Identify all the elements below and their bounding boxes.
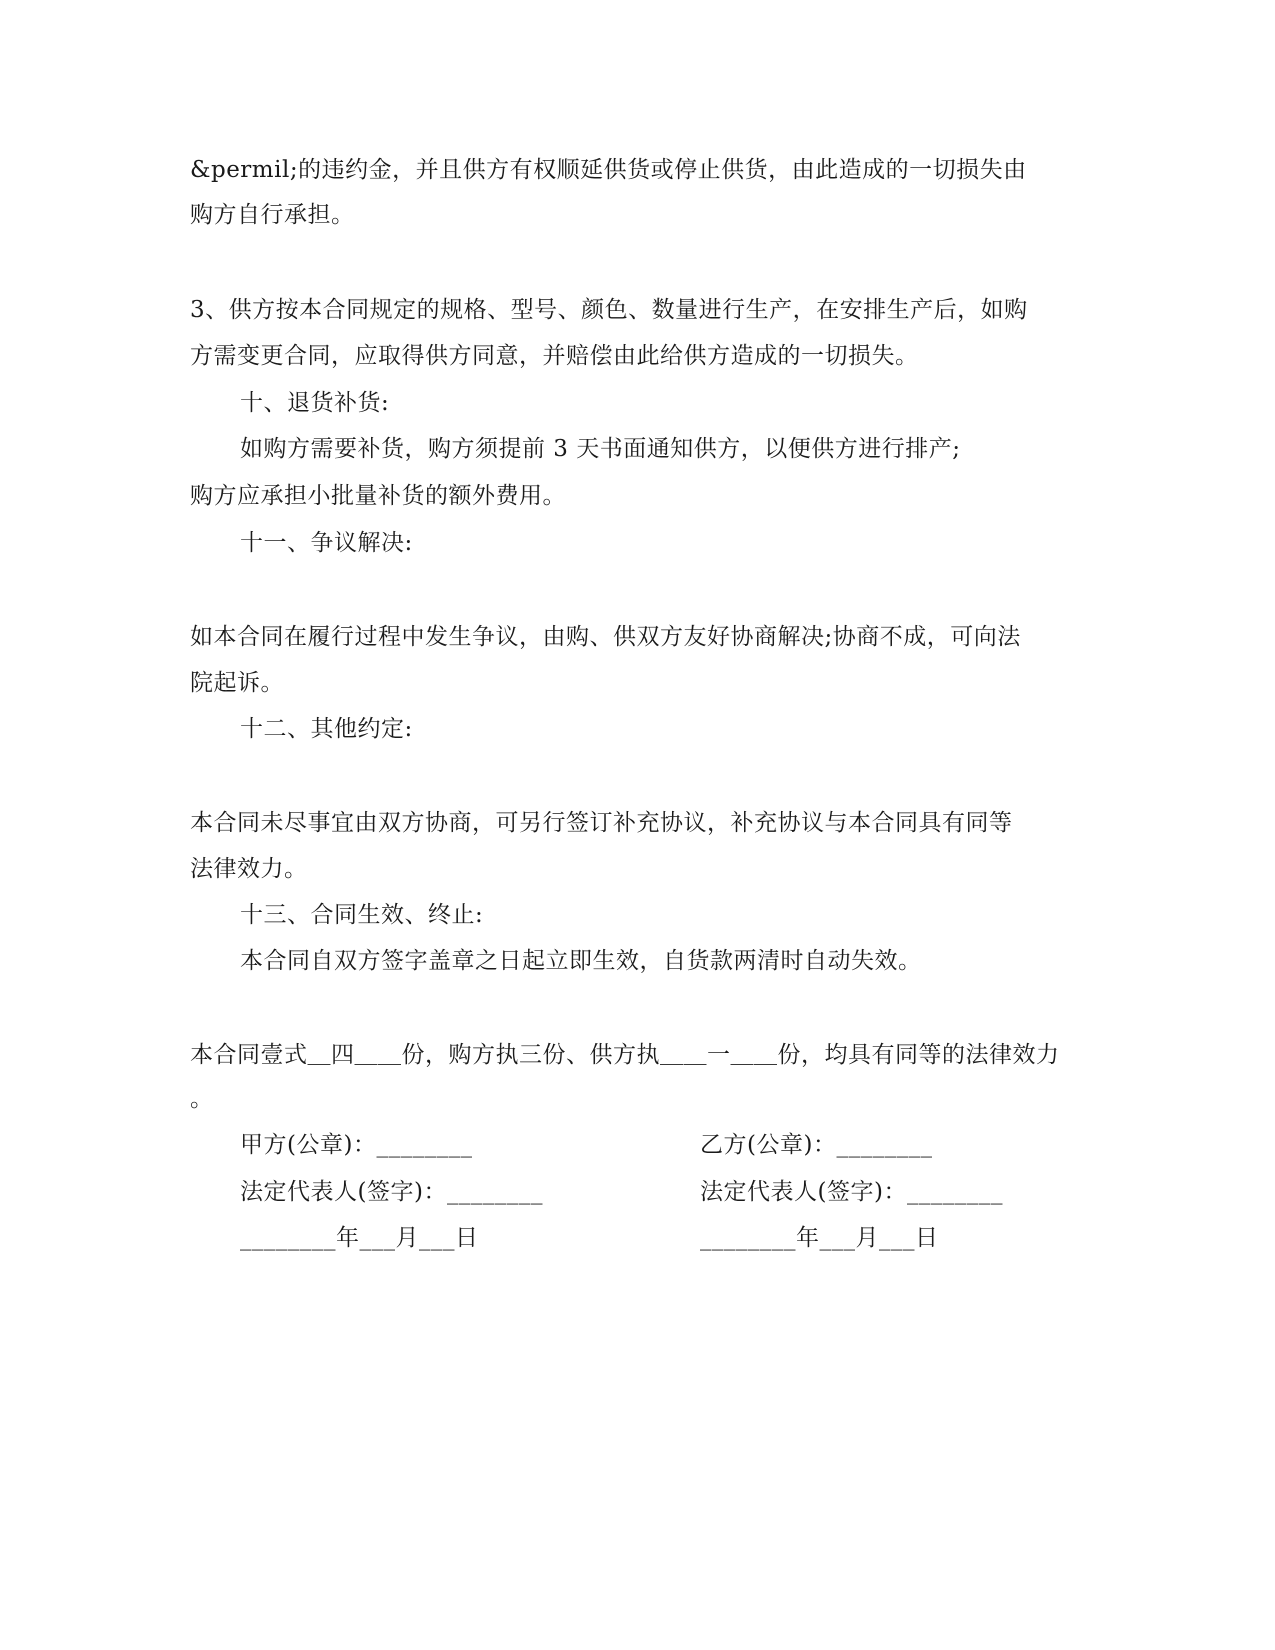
paragraph-line: 本合同未尽事宜由双方协商，可另行签订补充协议，补充协议与本合同具有同等 [190,810,1013,836]
party-b-representative: 法定代表人(签字)：________ [700,1179,1003,1205]
section-heading: 十一、争议解决: [240,530,413,556]
paragraph-line: 如购方需要补货，购方须提前 3 天书面通知供方，以便供方进行排产; [240,436,961,462]
party-b-seal: 乙方(公章)：________ [700,1132,933,1158]
paragraph-line: 本合同壹式＿四＿＿份，购方执三份、供方执＿＿一＿＿份，均具有同等的法律效力 [190,1042,1060,1068]
paragraph-line: 。 [190,1086,214,1112]
party-a-representative: 法定代表人(签字)：________ [240,1179,543,1205]
party-a-date: ________年___月___日 [240,1225,479,1251]
paragraph-line: 如本合同在履行过程中发生争议，由购、供双方友好协商解决;协商不成，可向法 [190,624,1021,650]
paragraph-line: 方需变更合同，应取得供方同意，并赔偿由此给供方造成的一切损失。 [190,343,919,369]
paragraph-line: 购方自行承担。 [190,202,355,228]
party-a-seal: 甲方(公章)：________ [240,1132,473,1158]
section-heading: 十三、合同生效、终止: [240,902,484,928]
section-heading: 十、退货补货: [240,390,390,416]
paragraph-line: 3、供方按本合同规定的规格、型号、颜色、数量进行生产，在安排生产后，如购 [190,297,1028,323]
section-heading: 十二、其他约定: [240,716,413,742]
paragraph-line: 法律效力。 [190,856,308,882]
paragraph-line: &permil;的违约金，并且供方有权顺延供货或停止供货，由此造成的一切损失由 [190,157,1027,183]
paragraph-line: 购方应承担小批量补货的额外费用。 [190,483,566,509]
paragraph-line: 院起诉。 [190,670,284,696]
party-b-date: ________年___月___日 [700,1225,939,1251]
paragraph-line: 本合同自双方签字盖章之日起立即生效，自货款两清时自动失效。 [240,948,922,974]
